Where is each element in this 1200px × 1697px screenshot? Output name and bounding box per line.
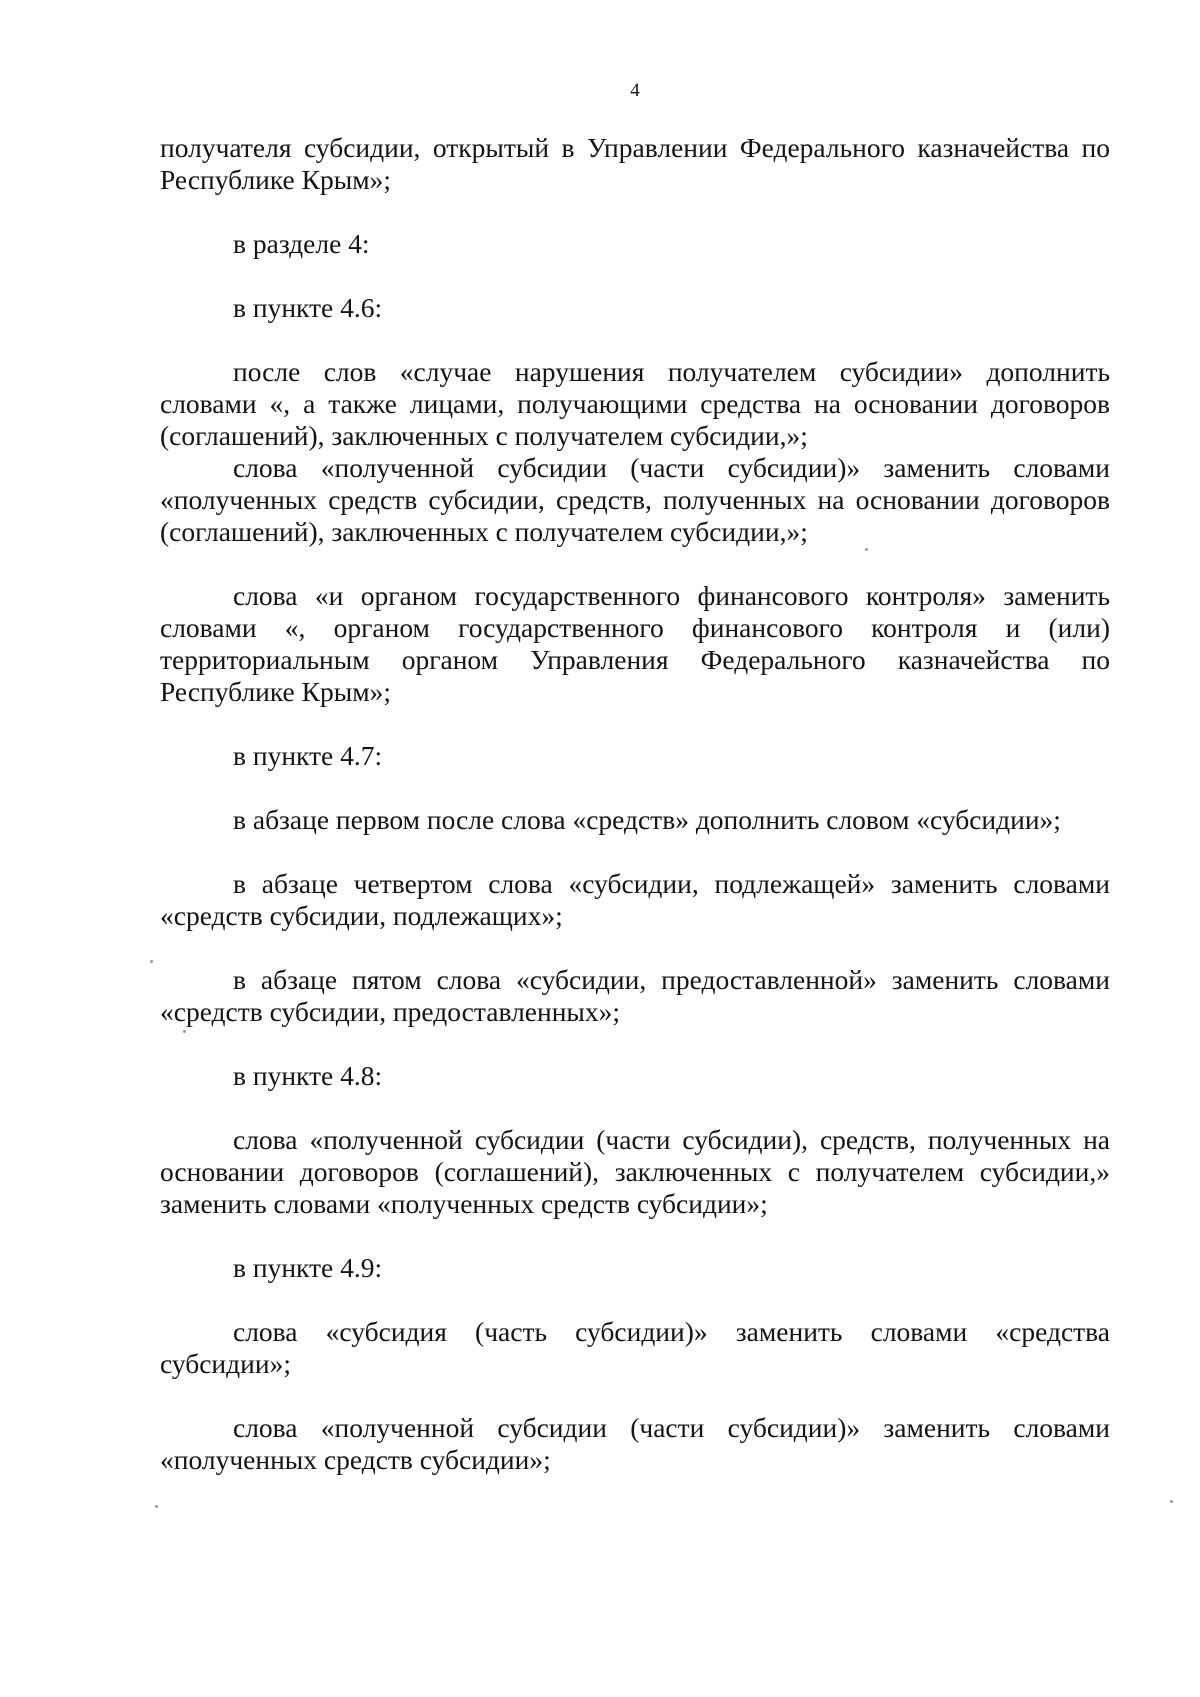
clause-heading: в пункте 4.6: (233, 292, 383, 323)
section-heading: в разделе 4: (233, 228, 370, 259)
paragraph: в абзаце четвертом слова «субсидии, подлежащей» заменить словами «средств субсидии, подлежащих»; (160, 868, 1110, 931)
paragraph: после слов «случае нарушения получателем субсидии» дополнить словами «, а также лицами, получающими средства на основании договоров (соглашений), заключенных с получателем субсидии,»; (160, 356, 1110, 451)
paragraph: слова «субсидия (часть субсидии)» заменить словами «средства субсидии»; (160, 1316, 1110, 1379)
paragraph: слова «полученной субсидии (части субсидии)» заменить словами «полученных средств субсидии, средств, полученных на основании договоров (соглашений), заключенных с получателем субсидии,»; (160, 452, 1110, 547)
clause-heading: в пункте 4.7: (233, 740, 383, 771)
scan-speck (150, 960, 153, 963)
page-number: 4 (630, 80, 640, 101)
paragraph: в абзаце первом после слова «средств» дополнить словом «субсидии»; (233, 804, 1061, 835)
scan-speck (183, 1030, 186, 1033)
paragraph: в абзаце пятом слова «субсидии, предоставленной» заменить словами «средств субсидии, предоставленных»; (160, 964, 1110, 1027)
paragraph: слова «полученной субсидии (части субсидии)» заменить словами «полученных средств субсидии»; (160, 1412, 1110, 1475)
scan-speck (865, 548, 868, 551)
clause-heading: в пункте 4.8: (233, 1060, 383, 1091)
paragraph: получателя субсидии, открытый в Управлении Федерального казначейства по Республике Крым»; (160, 132, 1110, 195)
scan-speck (155, 1505, 158, 1508)
document-body (160, 132, 1110, 1508)
paragraph: слова «полученной субсидии (части субсидии), средств, полученных на основании договоров (соглашений), заключенных с получателем субсидии,» заменить словами «полученных средств субсидии»; (160, 1124, 1110, 1219)
clause-heading: в пункте 4.9: (233, 1252, 383, 1283)
paragraph: слова «и органом государственного финансового контроля» заменить словами «, органом государственного финансового контроля и (или) территориальным органом Управления Федерального казначейства по Республике Крым»; (160, 580, 1110, 707)
scan-speck (1170, 1500, 1173, 1503)
